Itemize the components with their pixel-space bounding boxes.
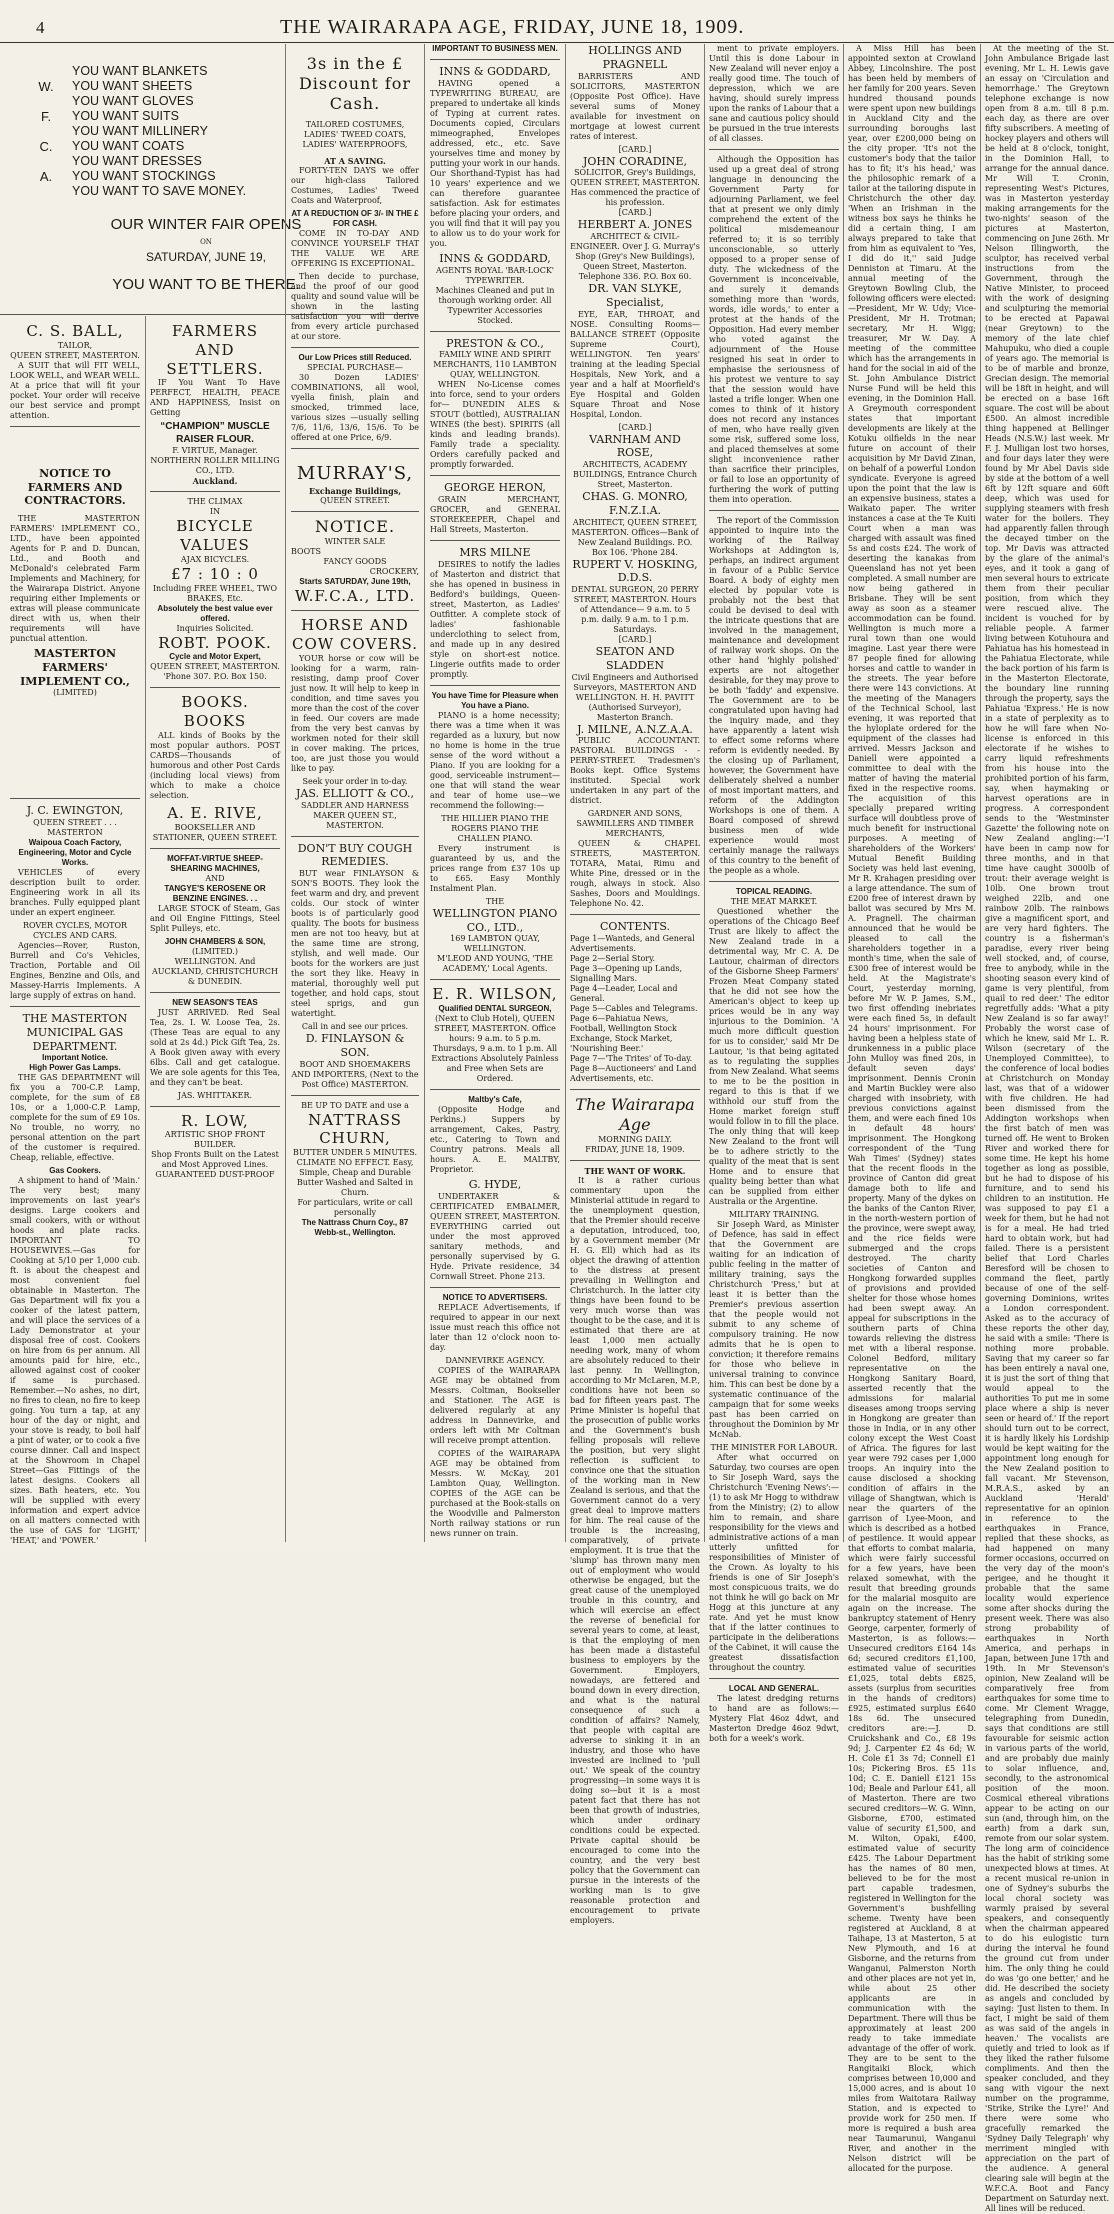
piano-guarantee: Every instrument is guaranteed by us, and the prices range from £37 10s up to £65. Easy Monthly Instalment Plan.	[430, 843, 560, 893]
column-rule	[843, 44, 844, 1542]
leader-text: It is a rather curious commentary upon the Ministerial attitude in regard to the unemployment question, that the Premier should receive a deputation, introduced, too, by a Government member (Mr H. G. Ell) which had as its object the drawing of attention to the distress at present prevailing in Wellington and Christchurch. In the latter city things have been found to be very much worse than was thought to be the case, and it is estimated that there are at least 1,000 men actually needing work, many of whom are absolutely reduced to their last penny. In Wellington, according to Mr McLaren, M.P., conditions have not been so bad for fifteen years past. The Prime Minister is hopeful that the prosecution of public works and the Government's bush felling proposals will relieve the position, but very slight reflection is sufficient to convince one that the situation of the working man in New Zealand is serious, and that the Government cannot do a very great deal to improve matters for him. The real cause of the trouble is the increasing, comparatively, of private employment. It is true that the 'slump' has thrown many men out of employment who would otherwise be engaged, but the great cause of the unemployed trouble in this country, and which will exercise an effect the reverse of beneficial for several years to come, at least, is that the employing of men has been made a distasteful business to employers by the Government. Employers, nowadays, are fettered and bound down in every direction, and what is the natural consequence of such a condition of affairs? Namely, that people with capital are adverse to sinking it in an industry, and those who have invested are inclined to 'pull out.' We speak of the country progressing—in some ways it is doing so—but it is a most patent fact that there has not been that growth of industries, which under ordinary conditions could be expected. Private capital should be encouraged to come into the country, and the very best policy that the Government can pursue in the interests of the working man is to give reasonable protection and encouragement to private employers.	[570, 1176, 700, 1925]
gardner-text: QUEEN & CHAPEL STREETS, MASTERTON. TOTARA, Matai, Rimu and White Pine, dressed or in the rough, always in stock. Also Sashes, Doors and Mouldings. Telephone No. 42.	[570, 839, 700, 909]
column-4	[430, 44, 560, 1542]
inquiries: Inquiries Solicited.	[176, 623, 254, 633]
inns-text: HAVING opened a TYPEWRITING BUREAU, are prepared to undertake all kinds of Typing at current rates. Documents copied, Circulars mimeographed, Envelopes addressed, etc., etc. Save yourselves time and money by putting your work in our hands. Our Shorthand-Typist has had 10 years' experience and we can therefore guarantee satisfaction. Ask for estimates before placing your orders, and you will find that it will pay you to allow us to do your work for you.	[430, 78, 560, 248]
minister-text: After what occurred on Saturday, two courses are open to Sir Joseph Ward, says the Christchurch 'Evening News':—(1) to ask Mr Hogg to withdraw from the Ministry; (2) to allow him to remain, and share responsibility for the views and administrative actions of a man utterly unfitted for responsibilities of Minister of the Crown. As loyalty to his friends is one of Sir Joseph's most conspicuous traits, we do not think he will go back on Mr Hogg at this juncture at any rate. And yet he must know that if the latter continues to participate in the deliberations of the Cabinet, it will cause the greatest dissatisfaction throughout the country.	[709, 1453, 839, 1672]
column-6	[709, 44, 839, 1743]
page-number: 4	[36, 18, 45, 37]
wfca-line: YOU WANT SUITS	[72, 109, 179, 123]
wilson-name: E. R. WILSON,	[432, 985, 558, 1004]
virtue-manager: F. VIRTUE, Manager.	[172, 446, 258, 456]
chambers-name: JOHN CHAMBERS & SON,	[164, 936, 266, 946]
farmers-text: IF You Want To Have PERFECT, HEALTH, PEACE AND HAPPINESS, Insist on Getting	[150, 378, 280, 418]
gas-text-2: A shipment to hand of 'Main.' The very best; many improvements on last year's designs. Large cookers and small cookers, with or without hoods and plate racks. IMPORTANT TO HOUSEWIVES.—Gas for Cooking at 5/10 per 1,000 cub. ft. is about the cheapest and most convenient fuel obtainable in Masterton. The Gas Department will fix you a cooker of the latest pattern, and will place the services of a Lady Demonstrator at your disposal free of cost. Cookers on hire from 6s per annum. All amounts paid for hire, etc., allowed against cost of cooker if same is purchased. Remember.—No ashes, no dirt, no fires to clean, no fire to keep going. You turn a tap, at any hour of the day or night, and your stove is ready, to boil half a pint of water, or to cook a five course dinner. Call and inspect at the Showroom in Chapel Street—Gas Fittings of the latest designs. Cookers all sizes. Bath heaters, etc. You will be supplied with every information and expert advice on all matters connected with the use of GAS for 'LIGHT,' 'HEAT,' and 'POWER.'	[10, 1176, 140, 1546]
particulars: For particulars, write or call personally	[297, 1198, 413, 1217]
guaranteed: GUARANTEED DUST-PROOF	[155, 1170, 275, 1180]
minister-heading: THE MINISTER FOR LABOUR.	[710, 1443, 838, 1452]
ewington-address: QUEEN STREET . . . MASTERTON	[33, 818, 117, 837]
mleod: M'LEOD AND YOUNG, 'THE ACADEMY,' Local Agents.	[437, 954, 553, 974]
bicycle-values: BICYCLE VALUES	[176, 517, 254, 554]
agencies-text: Agencies—Rover, Ruston, Burrell and Co's Vehicles, Traction, Portable and Oil Engines, Benzine and Oils, and Massey-Harris Implements. A large supply of extras on hand.	[10, 941, 140, 1000]
nrm-name: NORTHERN ROLLER MILLING CO., LTD.	[150, 456, 280, 476]
mfi-sub: (LIMITED)	[53, 688, 97, 698]
hosking-name: RUPERT V. HOSKING, D.D.S.	[572, 557, 698, 585]
jmilne-name: J. MILNE, A.N.Z.A.A.	[577, 722, 693, 736]
monro-name: CHAS. G. MONRO, F.N.Z.I.A.	[582, 490, 688, 517]
card-label: [CARD.]	[618, 635, 652, 644]
meat-text: Questioned whether the operations of the Chicago Beef Trust are likely to affect the New Zealand trade in a detrimental way, Mr C. A. De Lautour, chairman of directors of the Gisborne Sheep Farmers' Frozen Meat Company stated that he did not see how the American's object to keep up prices would be in any way injurious to the Dominion. 'A much more difficult question for us to consider,' said Mr De Lautour, 'is that being agitated as to regulating the supplies from New Zealand. What seems to me to be the position in regard to this is that if we withhold our stuff from the Home market foreign stuff would follow in to fill the place. The only thing that will keep New Zealand to the front will be to adhere strictly to the quality of the meat that is sent Home and to ensure that quality being better than what can be supplied from either Australia or the Argentine.	[709, 907, 839, 1206]
notice-heading: NOTICE.	[314, 516, 396, 536]
wfca-ltd: W.F.C.A., LTD.	[294, 586, 416, 605]
be-up-to-date: BE UP TO DATE and use a	[301, 1100, 409, 1110]
best-value: Absolutely the best value ever offered.	[157, 603, 273, 623]
wpc-the: THE	[485, 896, 505, 906]
wpc-name: WELLINGTON PIANO CO., LTD.,	[432, 906, 558, 934]
books-text: ALL kinds of Books by the most popular authors. POST CARDS—Thousands of humorous and other Post Cards (including local views) from which to make a choice selection.	[150, 730, 280, 800]
inns-machines: Machines Cleaned and put in thorough working order. All Typewriter Accessories Stocked.	[435, 285, 555, 325]
combinations: 30 Dozen LADIES' COMBINATIONS, all wool, vyella finish, plain and smocked, trimmed lace, various sizes —usually selling 7/6, 11/6, 13/6, 15/6. To be offered at one Price, 6/9.	[291, 373, 419, 442]
nattrass-churn: NATTRASS CHURN,	[308, 1110, 402, 1148]
seaton-text: Civil Engineers and Authorised Surveyors, MASTERTON AND WELLINGTON. H. H. PAVITT (Authorised Surveyor), Masterton Branch.	[571, 672, 699, 722]
column-1	[10, 322, 140, 1546]
ball-name: C. S. BALL,	[26, 322, 124, 340]
butter-text: BUTTER UNDER 5 MINUTES. CLIMATE NO EFFECT. Easy, Simple, Cheap and Durable Butter Washed and Salted in Churn.	[292, 1148, 418, 1197]
stock-text: LARGE STOCK of Steam, Gas and Oil Engine Fittings, Steel Split Pulleys, etc.	[150, 903, 280, 933]
finlayson-name: D. FINLAYSON & SON.	[305, 1032, 405, 1059]
hosking-text: DENTAL SURGEON, 20 PERRY STREET, MASTERTON. Hours of Attendance— 9 a.m. to 5 p.m. daily. 9 a.m. to 1 p.m. Saturdays.	[571, 585, 699, 634]
ball-address: QUEEN STREET, MASTERTON.	[10, 350, 140, 360]
local-text: The latest dredging returns to hand are as follows:—Mystery Flat 46oz 4dwt, and Masterton Dredge 46oz 9dwt, both for a week's work.	[709, 1694, 839, 1743]
contents-item: Page 3—Opening up Lands, Signalling Mars.	[570, 964, 683, 983]
mfi-name: MASTERTON FARMERS' IMPLEMENT CO.,	[20, 647, 130, 688]
books-heading: BOOKS. BOOKS	[181, 693, 249, 730]
wfca-line: YOU WANT STOCKINGS	[72, 169, 216, 183]
jmilne-text: PUBLIC ACCOUNTANT. PASTORAL BUILDINGS - - PERRY-STREET. Tradesmen's Books kept. Office Systems instituted. Special work undertaken in any part of the district.	[570, 736, 700, 806]
ball-text: A SUIT that will FIT WELL, LOOK WELL, and WEAR WELL. At a price that will fit your pocket. Your order will receive our best service and prompt attention.	[10, 360, 140, 420]
copies-text: COPIES of the WAIRARAPA AGE may be obtained from Messrs. W. McKay, 201 Lambton Quay, Wellington. COPIES of the AGE can be purchased at the Book-stalls on the Woodville and Palmerston North railway stations or run news runner on train.	[430, 1448, 560, 1538]
ajax-price: £7 : 10 : 0	[171, 564, 259, 583]
wilson-sub: Qualified DENTAL SURGEON,	[438, 1004, 552, 1013]
column-rule	[145, 316, 146, 1542]
paper-morning: MORNING DAILY.	[598, 1135, 672, 1144]
military-text: Sir Joseph Ward, as Minister of Defence, has said in effect that the Government are waiting for an indication of public feeling in the matter of military training, says the Christchurch 'Press,' but at least it is better than the Premier's previous assertion that the people would not submit to any scheme of compulsory training. He now admits that he is open to conviction; it therefore remains for those who believe in universal training to convince him. This can best be done by a systematic continuance of the campaign that for some weeks past has been carried on throughout the Dominion by Mr McNab.	[709, 1220, 839, 1439]
chambers-sub: (LIMITED.)	[192, 946, 238, 956]
nattrass-company: The Nattrass Churn Coy., 87 Webb-st., Wellington.	[301, 1218, 409, 1237]
tangye: TANGYE'S KEROSENE OR BENZINE ENGINES. . .	[164, 883, 266, 903]
column-3	[291, 44, 419, 1542]
card-label: [CARD.]	[618, 208, 652, 218]
commission-text: The report of the Commission appointed to inquire into the working of the Railway Workshops at Addington is, perhaps, an indirect argument in favour of a Public Service Board. A body of eighty men elected by popular vote is probably not the best that could be devised to deal with the intricate questions that are involved in the management, maintenance and development of railway work shops. On the other hand 'highly polished' experts are not altogether desirable, for they may prove to be both 'faddy' and expensive. The Government are to be congratulated upon having had the inquiry made, and they have apparently a latent wish to effect some reforms where reform is evidently needed. By the closing up of Parliament, however, the Government have deliberately shelved a number of most important matters, and reform of the Addington Workshops is one of them. A Board composed of shrewd business men of wide experience would most certainly manage the railways of this country to the benefit of the people as a whole.	[709, 516, 839, 875]
murray-name: MURRAY'S,	[296, 463, 414, 484]
milne-name: MRS MILNE	[459, 546, 531, 559]
elliott-sub: SADDLER AND HARNESS MAKER QUEEN ST., MASTERTON.	[301, 800, 409, 830]
piano-heading: You have Time for Pleasure when You have a Piano.	[431, 690, 559, 710]
masthead-title: THE WAIRARAPA AGE, FRIDAY, JUNE 18, 1909.	[280, 16, 745, 38]
teas-text: JUST ARRIVED. Red Seal Tea, 2s. I. W. Loose Tea, 2s. (These Teas are equal to any sold at 2s 4d.) Pick Gift Tea, 2s. A Book given away with every 6lbs. Call and get catalogue. We are sole agents for this Tea, and they can't be beat.	[150, 1007, 280, 1087]
seek-order: Seek your order in to-day.	[302, 776, 408, 786]
column-8	[985, 44, 1110, 2213]
then-decide: Then decide to purchase, and the proof of our good quality and sound value will be shown in the lasting satisfaction you will derive from every article purchased at our store.	[291, 272, 419, 341]
moffat: MOFFAT-VIRTUE SHEEP-SHEARING MACHINES,	[167, 853, 263, 873]
gas-cookers: Gas Cookers.	[49, 1166, 101, 1176]
moffat-and: AND	[205, 873, 225, 883]
local-news-text-2: At the meeting of the St. John Ambulance Brigade last evening, Mr L. H. Lewis gave an essay on 'Circulation and hemorrhage.' The Greytown telephone exchange is now open from 8 a.m. till 8 p.m. each day, as there are over fifty subscribers. A meeting of hockey players and others will be held at 8 o'clock, tonight, in the Dominion Hall, to arrange for the annual dance. Mr Will T. Cronin, representing West's Pictures, was in Masterton yesterday making arrangements for the two-nights' season of the pictures at Masterton, commencing on June 26th. Mr Nelson Illingworth, the sculptor, has received verbal instructions from the Government, through the Native Minister, to proceed with the work of designing and sculpturing the memorial to be erected at Papawai (near Greytown) to the memory of the late chief Mahupuku, who died a couple of years ago. The memorial is to be of marble and bronze, Grecian design. The memorial will be 18ft in height, and will be erected on a base 16ft square. The cost will be about £500. An almost incredible thing happened at Bellinger Heads (N.S.W.) last week. Mr F. J. Mulligan lost two horses, and four days later they were found by Mr Abel Davis side by side at the bottom of a well 6ft by 12ft square and 60ft deep, which was used for supplying steamers with fresh water for the boilers. They had apparently fallen through the decayed timber on the top. Mr Davis was attracted by the glare of the animal's eyes, and it took a gang of men several hours to extricate them from their peculiar position, from which they were rescued alive. The incident is vouched for by reliable people. A farmer living between Kotuhoura and Pahiatua has his homestead in the Pahiatua Electorate, while the back portion of his farm is in the Masterton Electorate, the boundary line running through the property, says the Pahiatua 'Express.' He is now in a state of perplexity as to how he will fare when No-license is enforced in this electorate if he wishes to carry liquid refreshments from his house into the prohibited portion of his farm, say, when haymaking or harvest operations are in progress. A correspondent sends to the 'Westminster Gazette' the following note on New Zealand angling:—'I have been in camp now for three months, and in that time have caught 3000lb of trout: their average weight is 10lb. One brown trout weighed 22lb, and one rainbow 20lb. The rainbows give a magnificent sport, and are very hard fighters. The country is a fisherman's paradise, every river being well stocked, and, of course, free to anybody, while in the shooting season every kind of game is very plentiful, from quail to red deer.' The editor regretfully adds: 'What a pity New Zealand is so far away!' Probably the worst case of which he knew, said Mr L. R. Wilson (secretary of the Unemployed Committee), to the conference of local bodies at Christchurch on Monday last, was that of a widower with five children. He had been dismissed from the Addington workshops when the first batch of men was turned off. He went to Broken River and worked there for some time. He kept his home together as long as possible, but he had to dispose of his furniture, and to send his children to an institution. He was supposed to pay £1 a week for them, but he had not is for a meal. He had tried hard to obtain work, but had failed. There is a persistent belief that Lord Charles Beresford will be chosen to command the fleet, partly because of one of the self-governing Dominions, writes a London correspondent. Asked as to the accuracy of these reports the other day, he said with a smile: 'There is nothing more probable. Saving that my career so far has been entirely a naval one, it is just the sort of thing that would appeal to the authorities To put me in some place where a ship is never seen or heard of.' If the report should turn out to be correct, it is hardly likely his Lordship would be kept waiting for the appointment long enough for the New Zealand position to fall vacant. Mr Stevenson, M.R.A.S., asked by an Auckland 'Herald' representative for an opinion in reference to the earthquakes in France, replied that these shocks, as had happened on many former occasions, occurred on the very day of the moon's perigee, and he thought it probable that the same locality would experience some after shocks during the present week. There was also strong probability of earthquakes in North America, and perhaps in Japan, between June 17th and 19th. In Mr Stevenson's opinion, New Zealand will be comparatively free from earthquakes for some time to come. Mr Clement Wragge, telegraphing from Dunedin, says that conditions are still favourable for seismic action in various parts of the world, and are probably due mainly to solar influence, and, secondly, to the astronomical position of the moon. Cosmical ethereal vibrations appear to be acting on our sun (and, through him, on the earth) from a dark sun, remote from our solar system. The long arm of coincidence has the habit of striking some unexpected blows at times. At a recent musical re-union in one of Sydney's suburbs the local choral society was warmly praised by several speakers, and consequently when the chairman appeared to do his eulogistic turn during the interval he found the ground cut from under him. The only thing he could do was 'go one better,' and he did. He described the society as angels and concluded by saying: 'Just listen to them. In fact, I might be said of them as was said of the angels in heaven.' The vocalists are quietly and tried to look as if they liked the rather fulsome compliments. And then the speaker concluded, and they sang with vigour the next number on the programme, 'Strike, Strike the Lyre!' And there were some who gracefully remarked the 'Sydney Daily Telegraph' why merriment mingled with appreciation on the part of the audience. A general clearing sale will begin at the W.F.C.A. Boot and Fancy Department on Saturday next. All lines will be reduced.	[985, 44, 1110, 2213]
column-rule	[565, 44, 566, 1542]
ajax-bicycles: AJAX BICYCLES.	[180, 554, 250, 564]
come-in: COME IN TO-DAY AND CONVINCE YOURSELF THAT THE VALUE WE ARE OFFERING IS EXCEPTIONAL.	[291, 229, 419, 268]
inns-name: INNS & GODDARD,	[439, 65, 551, 78]
column-5	[570, 44, 700, 1925]
pook-sub: Cycle and Motor Expert,	[169, 652, 261, 662]
teas-heading: NEW SEASON'S TEAS	[172, 997, 258, 1007]
low-text: Shop Fronts Built on the Latest and Most Approved Lines.	[151, 1150, 279, 1170]
monro-text: ARCHITECT, QUEEN STREET, MASTERTON. Offices—Bank of New Zealand Buildings. P.O. Box 106. 'Phone 284.	[571, 517, 699, 557]
column-7	[848, 44, 976, 2173]
seaton-name: SEATON AND SLADDEN	[595, 645, 675, 672]
wpc-address: 169 LAMBTON QUAY, WELLINGTON.	[450, 934, 540, 954]
topical-heading: TOPICAL READING.	[735, 887, 813, 896]
milne-text: DESIRES to notify the ladies of Masterton and district that she has opened in business in Bedford's buildings, Queen-street, Masterton, as Ladies' Outfitter. A complete stock of ladies' fashionable underclothing to select from, and made up in any desired style on short-est notice. Lingerie outfits made to order promptly.	[430, 559, 560, 679]
varnham-name: VARNHAM AND ROSE,	[589, 432, 681, 460]
column-rule	[424, 44, 425, 1542]
low-sub: ARTISTIC SHOP FRONT BUILDER.	[164, 1130, 266, 1150]
jones-text: ARCHITECT & CIVIL-ENGINEER. Over J. G. Murray's Shop (Grey's New Buildings), Queen Street, Masterton. Telephone 336. P.O. Box 60.	[570, 232, 700, 281]
meat-heading: THE MEAT MARKET.	[730, 897, 818, 906]
wfca-line: YOU WANT BLANKETS	[72, 64, 208, 78]
advertisers-text: REPLACE Advertisements, if required to appear in our next issue must reach this office not later than 12 o'clock noon to-day.	[430, 1302, 560, 1352]
wfca-line: YOU WANT COATS	[72, 139, 185, 153]
dannevirke-text: COPIES of the WAIRARAPA AGE may be obtained from Messrs. Coltman, Bookseller and Stationer. The AGE is delivered regularly at any address in Dannevirke, and orders left with Mr Coltman will receive prompt attention.	[430, 1365, 560, 1445]
gas-title: THE MASTERTON MUNICIPAL GAS DEPARTMENT.	[22, 1012, 128, 1053]
paper-date: FRIDAY, JUNE 18, 1909.	[585, 1145, 685, 1154]
wfca-letter: F.	[40, 109, 52, 124]
advertisers-heading: NOTICE TO ADVERTISERS.	[442, 1292, 548, 1302]
call-in: Call in and see our prices.	[301, 1022, 409, 1031]
coradine-name: JOHN CORADINE,	[582, 154, 688, 168]
leader-continued: ment to private employers. Until this is done Labour in New Zealand will never enjoy a really good time. The touch of depression, which we are having, should surely impress upon the ranks of Labour that a sane and cautious policy should be pursued in the true interests of all classes.	[709, 44, 839, 143]
important-heading: IMPORTANT TO BUSINESS MEN.	[432, 44, 558, 53]
column-rule	[285, 44, 286, 1542]
notice-farmers-title: NOTICE TO FARMERS AND CONTRACTORS.	[24, 466, 126, 508]
special-purchase: SPECIAL PURCHASE—	[307, 363, 403, 372]
slyke-name: DR. VAN SLYKE, Specialist,	[588, 282, 682, 309]
sale-boots: BOOTS	[291, 546, 321, 556]
rover-cycles: ROVER CYCLES, MOTOR CYCLES AND CARS.	[22, 921, 128, 940]
murray-exchange: Exchange Buildings,	[308, 485, 401, 496]
gas-notice: Important Notice.	[42, 1053, 108, 1063]
heron-text: GRAIN MERCHANT, GROCER, and GENERAL STOREKEEPER, Chapel and Hall Streets, Masterton.	[430, 495, 560, 534]
hollings-text: BARRISTERS AND SOLICITORS, MASTERTON (Opposite Post Office). Have several sums of Money available for investment on mortgage at lowest current rates of interest.	[570, 71, 700, 141]
preston-name: PRESTON & CO.,	[446, 336, 544, 350]
cough-heading: DON'T BUY COUGH REMEDIES.	[297, 841, 413, 869]
piano-text: PIANO is a home necessity; there was a time when it was regarded as a luxury, but now no home is home in the true sense of the word without a Piano. If you are looking for a good, serviceable instrument—one that will stand the wear and tear of home use—we recommend the following:—	[430, 710, 560, 810]
wfca-letter: A.	[39, 169, 53, 184]
ball-trade: TAILOR,	[57, 340, 93, 350]
farmers-settlers: FARMERS AND SETTLERS.	[166, 322, 264, 378]
jones-name: HERBERT A. JONES	[577, 218, 693, 232]
gas-lamps: High Power Gas Lamps.	[29, 1063, 121, 1073]
sale-crockery: CROCKERY,	[369, 566, 419, 576]
local-heading: LOCAL AND GENERAL.	[728, 1684, 820, 1693]
contents-item: Page 2—Serial Story.	[570, 954, 656, 963]
wfca-fair: OUR WINTER FAIR OPENS	[110, 216, 302, 233]
inns-name-2: INNS & GODDARD,	[439, 251, 551, 265]
discount-heading: 3s in the £ Discount for Cash.	[298, 54, 412, 113]
notice-farmers-text: THE MASTERTON FARMERS' IMPLEMENT CO., LTD., have been appointed Agents for P. and D. Duncan, Ltd., and Booth and McDonald's celebrated Farm Implements and Machinery, for the Wairarapa District. Anyone requiring either Implements or extras will please communicate direct with us, when their requirements will have punctual attention.	[10, 514, 140, 643]
sale-fancy: FANCY GOODS	[323, 556, 387, 566]
paper-title: The Wairarapa Age	[575, 1095, 695, 1134]
wfca-date: SATURDAY, JUNE 19,	[145, 250, 267, 264]
cough-text: BUT wear FINLAYSON & SON'S BOOTS. They look the feet warm and dry, and prevent colds. Our stock of winter boots is of particularly good quality. The boots for business men are not too heavy, but at the same time are strong, stylish, and well made. Our boots for the workers are just the sort they like. Heavy in material, thoroughly well put together, and hold caps, stout steel sprigs, and gun watertight.	[291, 869, 419, 1018]
contents-item: Page 5—Cables and Telegrams.	[570, 1004, 698, 1013]
column-rule	[704, 44, 705, 1542]
maltby-name: Maltby's Cafe,	[468, 1095, 522, 1104]
elliott-name: JAS. ELLIOTT & CO.,	[296, 786, 414, 800]
card-label: [CARD.]	[618, 422, 652, 432]
gardner-name: GARDNER AND SONS, SAWMILLERS AND TIMBER MERCHANTS,	[576, 809, 694, 839]
rive-name: A. E. RIVE,	[167, 803, 263, 822]
forty-days: FORTY-TEN DAYS we offer our high-class Tailored Costumes, Ladies' Tweed Coats and Waterproof,	[291, 166, 419, 205]
ewington-heading: Waipoua Coach Factory, Engineering, Motor and Cycle Works.	[18, 838, 132, 867]
varnham-text: ARCHITECTS, ACADEMY BUILDINGS, Entrance Church Street, Masterton.	[573, 460, 697, 489]
preston-sub: FAMILY WINE AND SPIRIT MERCHANTS, 110 LAMBTON QUAY, WELLINGTON.	[433, 350, 557, 380]
gas-text: THE GAS DEPARTMENT will fix you a 700-C.P. Lamp, complete, for the sum of £8 10s, or a 1,000-C.P. Lamp, complete for the sum of £9 10s. No trouble, no worry, no personal attention on the part of the customer is required. Cheap, reliable, effective.	[10, 1073, 140, 1163]
sale-starts: Starts SATURDAY, June 19th,	[299, 576, 411, 586]
contents-item: Page 4—Leader, Local and General.	[570, 984, 678, 1003]
horse-text: YOUR horse or cow will be looking for a warm, rain-resisting, damp proof Cover just now. It will help to keep in condition, and time saves you more than the cost of the cover in feed. Our covers are made from the very best canvas by workmen noted for their skill in cover making. The prices, too, are just those you would like to pay.	[291, 653, 419, 773]
contents-heading: CONTENTS.	[599, 920, 671, 934]
wilson-text: (Next to Club Hotel), QUEEN STREET, MASTERTON. Office hours: 9 a.m. to 5 p.m. Thursdays, 9 a.m. to 1 p.m. All Extractions Absolutely Painless and Free when Sets are Ordered.	[431, 1014, 559, 1083]
saving: AT A SAVING.	[324, 156, 386, 166]
wfca-on: ON	[200, 238, 212, 246]
maltby-text: (Opposite Hodge and Perkins.) Suppers by arrangement, Cakes, Pastry, etc., Catering to Town and Country patrons. Meals all hours. A. E. MALTBY, Proprietor.	[430, 1105, 560, 1174]
murray-street: QUEEN STREET.	[320, 495, 390, 505]
pook-address: QUEEN STREET, MASTERTON. 'Phone 307. P.O. Box 150.	[150, 662, 280, 682]
wfca-line: YOU WANT MILLINERY	[72, 124, 208, 138]
champion-flour: “CHAMPION” MUSCLE RAISER FLOUR.	[160, 421, 270, 445]
climax-in: IN	[209, 507, 221, 517]
column-2	[150, 322, 280, 1542]
chambers-address: WELLINGTON. And AUCKLAND, CHRISTCHURCH & DUNEDIN.	[152, 956, 278, 986]
slyke-text: EYE, EAR, THROAT, and NOSE. Consulting Rooms— BALLANCE STREET (Opposite Supreme Court), WELLINGTON. Ten years' training at the leading Special Hospitals, New York, and a year and a half at Moorfield's Eye Hospital and Golden Square Throat and Nose Hospital, London.	[570, 309, 700, 419]
ajax-including: Including FREE WHEEL, TWO BRAKES, Etc.	[152, 583, 278, 603]
opposition-text: Although the Opposition has used up a great deal of strong language in denouncing the Government Party for adjourning Parliament, we feel that at present we only dimly comprehend the extent of the political misdemeanour referred to; it is so terribly unconscionable, so utterly opposed to a proper sense of duty. The wickedness of the Government is inconceivable, and surely it demands something more than 'words, words, idle words,' to enter a protest at the hands of the Opposition. Had every member who voted against the adjournment of the House resigned his seat in order to emphasise the seriousness of his protest we venture to say that the session would have lasted a trifle longer. When one comes to think of it history does not record any instances of men, who have really given some risk, suffered some loss, and placed themselves at some slight inconvenience rather than sacrifice their principles, or fail to lose an opportunity of furthering the work of putting them into operation.	[709, 155, 839, 504]
contents-item: Page 1—Wanteds, and General Advertisements.	[570, 934, 695, 953]
wfca-letter: C.	[39, 139, 53, 154]
wfca-line: YOU WANT SHEETS	[72, 79, 193, 93]
card-label: [CARD.]	[618, 144, 652, 154]
local-news-text: A Miss Hill has been appointed sexton at Crowland Abbey, Lincolnshire. The post has been held by members of her family for 200 years. Seven hundred thousand pounds were spent upon new buildings in Auckland City and the surrounding boroughs last year, over £200,000 being on the city proper. 'It's not the customer's body that the tailor has to fit; it's his head,' was the philosophic remark of a tailor at the tailoring dispute in Christchurch the other day. 'When an Irishman in the witness box says he thinks he did a certain thing, I am always prepared to take that from him as equivalent to 'Yes, I did do it,'' said Judge Denniston at Timaru. At the annual meeting of the Greytown Bowling Club, the following officers were elected:—President, Mr W. Udy; Vice-President, Mr H. Trotman; secretary, Mr H. Wigg; treasurer, Mr W. Day. A meeting of the committee which has the arrangements in hand for the social in aid of the St. John Ambulance District Nurse Fund will be held this evening, in the Dominion Hall. A Greymouth correspondent states that important developments are likely at the Kotuku oilfields in the near future on account of their acquisition by Mr David Zinan, on behalf of a powerful London syndicate. Everyone is agreed upon the point that the law is an expensive business, states a Waikato paper. The writer instances a case at the Te Kuiti Court when a man was charged with assault was fined 5s and costs £24. The work of deserting the kanakas from Queensland has not yet been completed. A small number are now being gathered in Brisbane. They will be sent away as soon as a steamer accommodation can be found. Wellington is much more a rural town than one would imagine. Last year there were 87 people fined for allowing horses and cattle to wander in the streets. The year before there were 143 convictions. At the meeting of the Managers of the Technical School, last evening, it was reported that the hyloplate ordered for the equipment of the classes had arrived. Messrs Jackson and Daniell were appointed a committee to deal with the matter of having the material fixed in the respective rooms. The acquisition of this specially prepared writing surface will doubtless prove of much benefit for instructional purposes. A meeting of shareholders of the Workers' Mutual Benefit Building Society was held last evening, Mr R. Krahagen presiding over a large attendance. The sum of £200 free of interest drawn by ballot was secured by Mrs M. A. Pragnell. The chairman announced that he would be pleased to call the shareholders together in a month's time, when the sale of £300 free of interest would be held. At the Magistrate's Court, yesterday morning, before Mr W. P. James, S.M., two first offending inebriates were each fined 5s, in default 24 hours' imprisonment. For having been a helpless state of drunkenness in a public place John Mulloy was fined 20s, in default seven days' imprisonment. Dennis Cronin and Martin Buckley were also charged with insobriety, with previous convictions against them, and were each fined 10s in default 48 hours' imprisonment. The Hongkong correspondent of the 'Tung Wah Times' (Sydney) states that the recent floods in the province of Canton did great damage both to life and property. Many of the dykes on the banks of the Canton River, in the north-western portion of the province, were swept away, and the rice fields were submerged and the crops destroyed. The charity societies of Canton and Hongkong forwarded supplies of provisions and provided shelter for those whose homes had been swept away. An appeal for subscriptions in the southern parts of China towards relieving the distress met with a liberal response. Colonel Bedford, military representative on the Hongkong Sanitary Board, asserted recently that the admissions for malarial diseases among troops serving in Hongkong are greater than those in India, or in any other colony except the West Coast of Africa. The figures for last year were 792 cases per 1,000 troops. An inquiry into the cause disclosed a shocking condition of affairs in the village of Shangtwan, which is near the quarters of the garrison of Lyee-Moon, and which is described as a hotbed of pestilence. It would appear that efforts to combat malaria, which were fairly successful for a few years, have been relaxed somewhat, with the result that breeding grounds for the malarial mosquito are again on the increase. The bankruptcy statement of Henry George, carpenter, formerly of Masterton, is as follows:—Unsecured creditors £164 14s 6d; secured creditors £1,100, estimated value of securities £1,025, total debts £825, assets (surplus from securities in the hands of creditors) £925, estimated surplus £640 18s 6d. The unsecured creditors are:—J. D. Cruickshank and Co., £8 19s 9d; J. Carpenter £2 4s 6d; W. H. Cole £1 3s 7d; Connell £1 10s; Pickering Bros. £5 11s 10d; C. E. Daniell £121 15s 10d; Beale and Parlour £41, all of Masterton. There are two secured creditors—W. G. Winn, Gisborne, £700, estimated value of security £1,500, and M. Wilton, Opaki, £400, estimated value of security £425. The Labour Department has the names of 80 men, believed to be for the most part capable tradesmen, registered in Wellington for the Government's bushfelling scheme. Twenty have been registered at Auckland, 8 at Taihape, 13 at Masterton, 5 at New Plymouth, and 16 at Gisborne, and the returns from Wanganui, Palmerston North and other places are not yet in, while about 25 other applicants are in communication with the Department. There will thus be approximately at least 200 ready to take immediate advantage of the offer of work. They are to be sent to the Rangitaiki Block, which comprises between 10,000 and 15,000 acres, and is about 10 miles from Waitotara Railway Station, and is expected to provide work for 250 men. If more is required a bush area near Taumarunui, Wanganui River, and another in the Nelson district will be allocated for the purpose.	[848, 44, 976, 2173]
military-heading: MILITARY TRAINING.	[728, 1210, 820, 1219]
contents-item: Page 7—'The Trites' of To-day.	[570, 1054, 693, 1063]
hyde-name: G. HYDE,	[468, 1178, 522, 1191]
rive-sub: BOOKSELLER AND STATIONER, QUEEN STREET.	[152, 822, 278, 842]
nrm-auckland: Auckland.	[192, 476, 238, 487]
finlayson-sub: BOOT AND SHOEMAKERS AND IMPORTERS, (Next to the Post Office) MASTERTON.	[291, 1059, 419, 1089]
wfca-line: YOU WANT GLOVES	[72, 94, 194, 108]
wfca-line: YOU WANT DRESSES	[72, 154, 202, 168]
reduction: AT A REDUCTION OF 3/- IN THE £ FOR CASH.	[291, 209, 419, 228]
ewington-name: J. C. EWINGTON,	[26, 804, 124, 818]
costumes: TAILORED COSTUMES, LADIES' TWEED COATS, LADIES' WATERPROOFS,	[302, 120, 408, 149]
hyde-text: UNDERTAKER & CERTIFICATED EMBALMER, QUEEN STREET, MASTERTON. EVERYTHING carried out under the most approved sanitary methods, and personally supervised by G. Hyde. Private residence, 34 Cornwall Street. Phone 213.	[430, 1191, 560, 1281]
climax: THE CLIMAX	[187, 497, 243, 507]
leader-heading: THE WANT OF WORK.	[584, 1166, 686, 1176]
low-name: R. LOW,	[181, 1111, 249, 1130]
coradine-text: SOLICITOR, Grey's Buildings, QUEEN STREET, MASTERTON. Has commenced the practice of his profession.	[570, 168, 700, 208]
ewington-text: VEHICLES of every description built to order. Engineering work in all its branches. Fully equipped plant under an expert engineer.	[10, 868, 140, 917]
inns-agents: AGENTS ROYAL 'BAR-LOCK' TYPEWRITER.	[436, 265, 554, 285]
wfca-letter: W.	[38, 79, 54, 94]
horse-heading: HORSE AND COW COVERS.	[291, 616, 419, 653]
contents-item: Page 6—Pahiatua News, Football, Wellington Stock Exchange, Stock Market, 'Nourishing Beer.'	[570, 1014, 677, 1053]
low-prices: Our Low Prices still Reduced.	[298, 353, 412, 362]
winter-sale: WINTER SALE	[324, 536, 386, 546]
preston-text: WHEN No-License comes into force, send to your orders for— DUNEDIN ALES & STOUT (bottled), AUSTRALIAN WINES (the best). SPIRITS (all kinds and leading brands). Family trade a speciality. Orders carefully packed and promptly forwarded.	[430, 380, 560, 470]
piano-list: THE HILLIER PIANO THE ROGERS PIANO THE CHALLEN PIANO.	[441, 813, 549, 843]
wfca-line: YOU WANT TO SAVE MONEY.	[72, 184, 247, 198]
dannevirke-heading: DANNEVIRKE AGENCY.	[445, 1355, 545, 1365]
column-rule	[980, 44, 981, 1542]
masthead	[0, 16, 1114, 43]
wfca-closing: YOU WANT TO BE THERE.	[112, 276, 300, 293]
pook-name: ROBT. POOK.	[158, 633, 272, 652]
hollings-name: HOLLINGS AND PRAGNELL	[588, 44, 682, 71]
whittaker: JAS. WHITTAKER.	[177, 1090, 253, 1100]
heron-name: GEORGE HERON,	[444, 481, 546, 495]
contents-item: Page 8—Auctioneers' and Land Advertisements, etc.	[570, 1064, 697, 1083]
